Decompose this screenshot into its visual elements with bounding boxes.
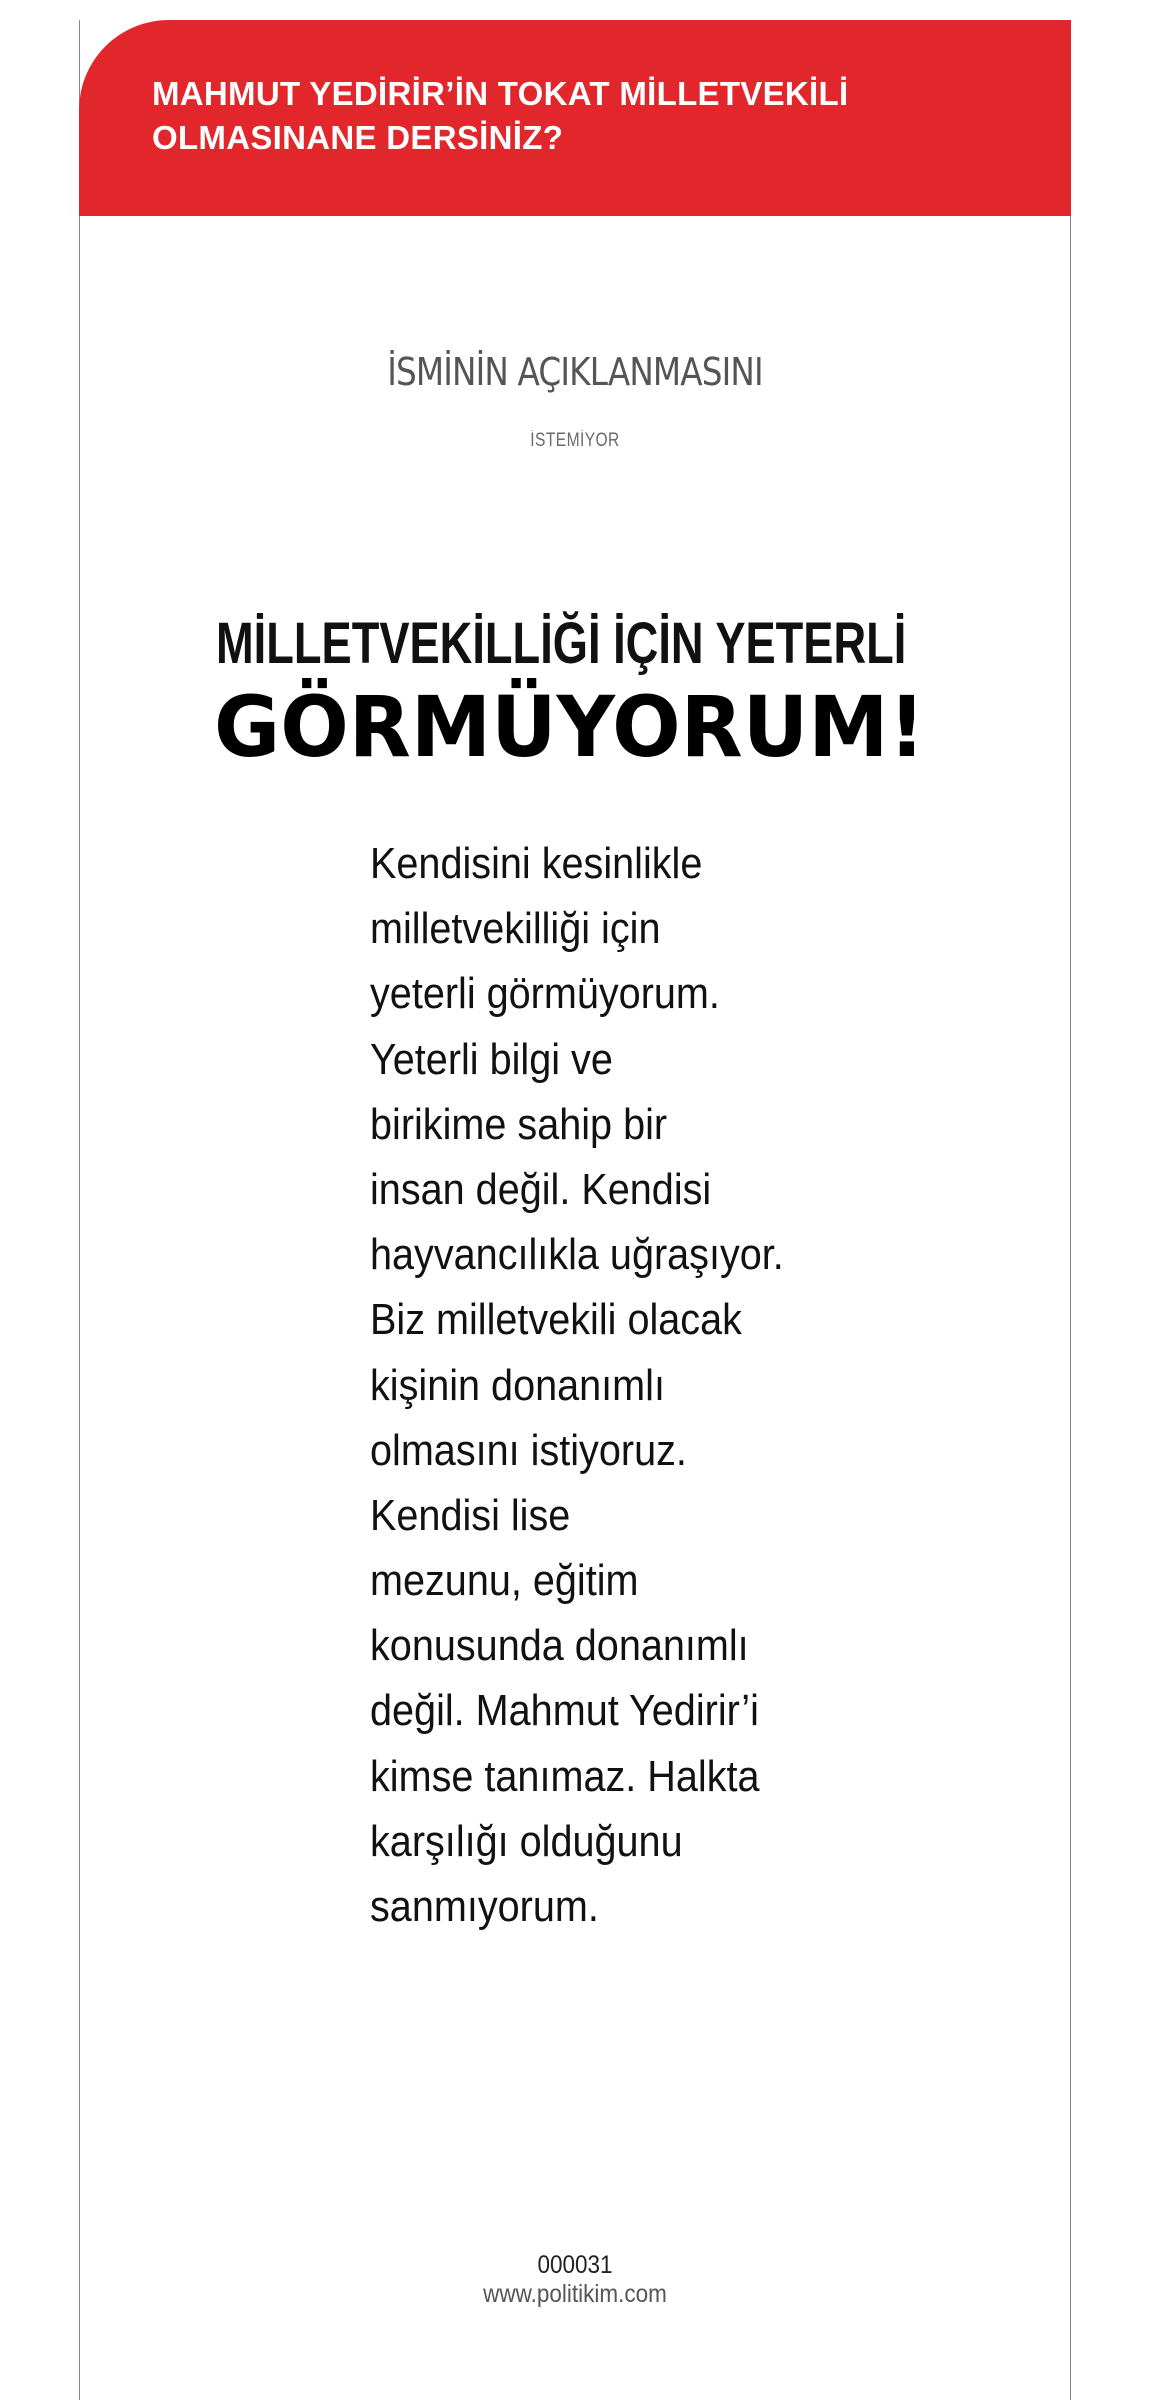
quote-line: karşılığı olduğunu xyxy=(370,1816,683,1866)
respondent-name: İSMİNİN AÇIKLANMASINI xyxy=(387,350,763,394)
quote-line: konusunda donanımlı xyxy=(370,1621,749,1671)
quote-line: olmasını istiyoruz. xyxy=(370,1425,687,1475)
question-title xyxy=(152,72,1012,160)
answer-quote xyxy=(370,834,890,1942)
quote-line: insan değil. Kendisi xyxy=(370,1164,712,1214)
website-link[interactable]: www.politikim.com xyxy=(483,2280,667,2308)
quote-line: Kendisini kesinlikle xyxy=(370,839,703,888)
question-line-1: MAHMUT YEDİRİR’İN TOKAT MİLLETVEKİLİ xyxy=(152,75,849,112)
record-code: 000031 xyxy=(537,2251,613,2279)
quote-line: birikime sahip bir xyxy=(370,1099,668,1149)
quote-line: milletvekilliği için xyxy=(370,904,661,954)
quote-line: kişinin donanımlı xyxy=(370,1360,665,1410)
quote-line: Yeterli bilgi ve xyxy=(370,1034,613,1084)
question-line-2: OLMASINANE DERSİNİZ? xyxy=(152,119,564,156)
quote-line: hayvancılıkla uğraşıyor. xyxy=(370,1230,784,1280)
question-banner xyxy=(79,20,1071,216)
quote-line: mezunu, eğitim xyxy=(370,1556,639,1606)
quote-line: yeterli görmüyorum. xyxy=(370,969,720,1019)
respondent-occupation: İSTEMİYOR xyxy=(530,430,620,451)
quote-line: sanmıyorum. xyxy=(370,1882,599,1931)
quote-line: Biz milletvekili olacak xyxy=(370,1295,742,1345)
headline-line-2: GÖRMÜYORUM! xyxy=(214,678,926,776)
quote-line: Kendisi lise xyxy=(370,1490,571,1540)
quote-line: kimse tanımaz. Halkta xyxy=(370,1751,760,1801)
headline-line-1: MİLLETVEKİLLİĞİ İÇİN YETERLİ xyxy=(216,611,907,676)
quote-line: değil. Mahmut Yedirir’i xyxy=(370,1686,759,1736)
